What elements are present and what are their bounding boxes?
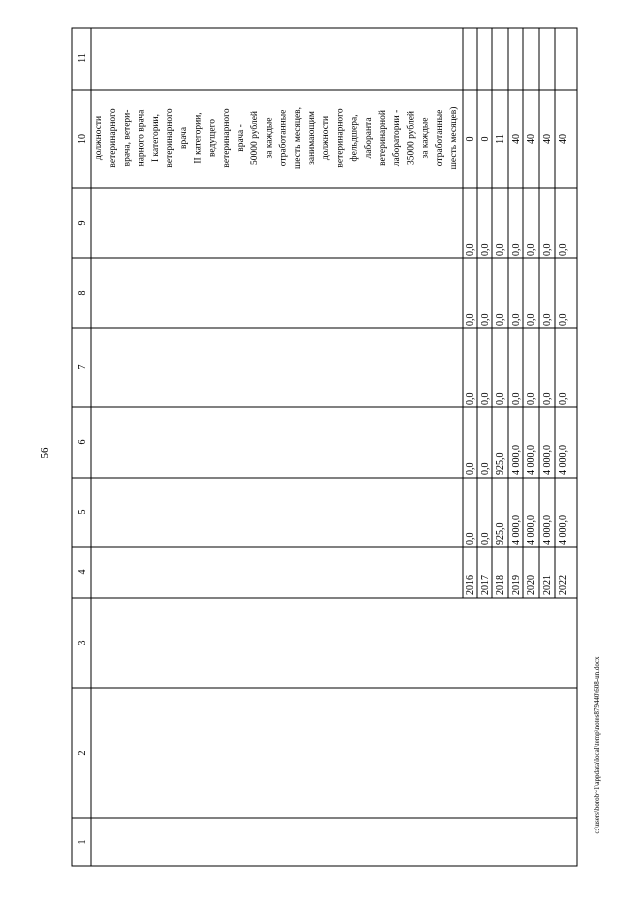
value-cell-col10: 40	[542, 134, 553, 144]
value-cell-col9: 0,0	[558, 243, 569, 256]
year-cell: 2016	[465, 575, 476, 595]
col10-text-line: должности	[321, 115, 332, 161]
col10-text-line: лаборатории -	[392, 109, 403, 167]
value-cell-col7: 0,0	[495, 392, 506, 405]
column-number-7: 7	[77, 364, 88, 370]
value-cell-col5: 4 000,0	[558, 515, 569, 545]
value-cell-col7: 0,0	[526, 392, 537, 405]
year-cell: 2018	[495, 575, 506, 595]
value-cell-col5: 4 000,0	[542, 515, 553, 545]
value-cell-col5: 4 000,0	[511, 515, 522, 545]
value-cell-col7: 0,0	[465, 392, 476, 405]
value-cell-col6: 4 000,0	[542, 445, 553, 475]
year-cell: 2017	[480, 575, 491, 595]
value-cell-col6: 0,0	[480, 462, 491, 475]
col10-text-line: ветеринарного	[221, 108, 232, 168]
value-cell-col8: 0,0	[511, 313, 522, 326]
page-number: 56	[39, 447, 51, 459]
value-cell-col5: 4 000,0	[526, 515, 537, 545]
value-cell-col8: 0,0	[480, 313, 491, 326]
value-cell-col10: 0	[465, 136, 476, 142]
col10-text-line: I категории,	[150, 113, 161, 163]
col10-text-line: лаборанта	[363, 117, 374, 159]
column-number-3: 3	[77, 640, 88, 646]
col10-text-line: отработанные	[278, 109, 289, 167]
col10-text-line: ветеринарной	[378, 110, 388, 166]
value-cell-col7: 0,0	[480, 392, 491, 405]
value-cell-col9: 0,0	[526, 243, 537, 256]
col10-text-line: нарного врача	[136, 109, 147, 167]
year-cell: 2019	[511, 575, 522, 595]
column-number-10: 10	[77, 134, 88, 144]
col10-text-line: II категории,	[193, 112, 204, 164]
col10-text-line: фельдшера,	[349, 114, 360, 162]
col10-text-line: врача	[179, 126, 190, 150]
value-cell-col8: 0,0	[495, 313, 506, 326]
value-cell-col8: 0,0	[465, 313, 476, 326]
col10-text-line: 35000 рублей	[406, 110, 417, 166]
col10-text-line: шесть месяцев)	[449, 106, 459, 170]
value-cell-col8: 0,0	[526, 313, 537, 326]
value-cell-col6: 925,0	[495, 452, 506, 475]
value-cell-col5: 0,0	[465, 532, 476, 545]
column-number-4: 4	[77, 569, 88, 575]
value-cell-col6: 4 000,0	[511, 445, 522, 475]
column-number-1: 1	[77, 839, 88, 845]
col10-text-line: ведущего	[207, 118, 218, 158]
col10-text-line: шесть месяцев,	[292, 106, 303, 170]
value-cell-col7: 0,0	[542, 392, 553, 405]
value-cell-col9: 0,0	[465, 243, 476, 256]
column-number-11: 11	[77, 53, 88, 63]
col10-text-line: врача -	[236, 124, 246, 152]
footer-file-path: c:\users\borob~1\appdata\local\temp\notes879440\608-un.docx	[593, 656, 601, 834]
column-number-5: 5	[77, 509, 88, 515]
col10-text-line: врача, ветери-	[122, 109, 133, 167]
col10-text-line: за каждые	[264, 117, 275, 159]
value-cell-col10: 40	[511, 134, 522, 144]
column-number-2: 2	[77, 750, 88, 756]
value-cell-col8: 0,0	[558, 313, 569, 326]
value-cell-col9: 0,0	[480, 243, 491, 256]
value-cell-col9: 0,0	[542, 243, 553, 256]
column-number-6: 6	[77, 439, 88, 445]
value-cell-col8: 0,0	[542, 313, 553, 326]
value-cell-col7: 0,0	[558, 392, 569, 405]
col10-text-line: ветеринарного	[165, 108, 175, 168]
value-cell-col6: 4 000,0	[558, 445, 569, 475]
col10-text-line: занимающим	[307, 111, 317, 165]
value-cell-col9: 0,0	[511, 243, 522, 256]
value-cell-col10: 0	[480, 136, 491, 142]
year-cell: 2021	[542, 575, 553, 595]
col10-text-line: ветеринарного	[108, 108, 119, 168]
column-number-9: 9	[77, 220, 88, 226]
value-cell-col6: 0,0	[465, 462, 476, 475]
year-cell: 2022	[558, 575, 569, 595]
col10-text-line: ветеринарного	[335, 108, 346, 168]
col10-text-line: за каждые	[420, 117, 431, 159]
col10-text-line: отработанные	[434, 109, 445, 167]
col10-text-line: 50000 рублей	[250, 110, 261, 166]
value-cell-col6: 4 000,0	[526, 445, 537, 475]
value-cell-col10: 40	[526, 134, 537, 144]
value-cell-col5: 925,0	[495, 522, 506, 545]
year-cell: 2020	[526, 575, 537, 595]
value-cell-col10: 40	[558, 134, 569, 144]
value-cell-col7: 0,0	[511, 392, 522, 405]
column-number-8: 8	[77, 290, 88, 296]
value-cell-col10: 11	[495, 134, 506, 144]
value-cell-col9: 0,0	[495, 243, 506, 256]
value-cell-col5: 0,0	[480, 532, 491, 545]
col10-text-line: должности	[94, 115, 104, 161]
